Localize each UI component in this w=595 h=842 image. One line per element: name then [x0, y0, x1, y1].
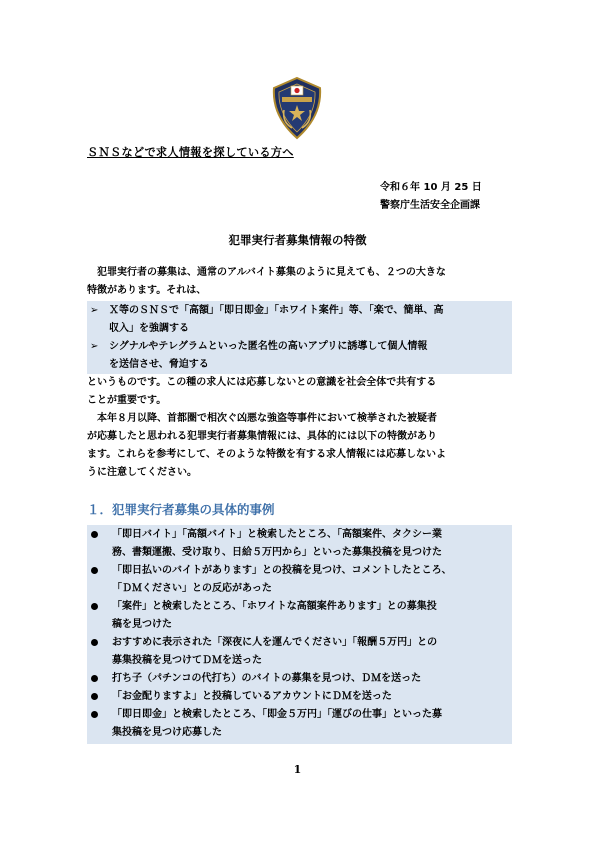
text-line: ことが重要です。: [87, 395, 167, 406]
body-paragraph: [87, 410, 515, 482]
text-line: おすすめに表示された「深夜に人を運んでください」「報酬５万円」との: [112, 637, 438, 648]
example-item: [87, 598, 512, 634]
text-line: 犯罪実行者の募集は、通常のアルバイト募集のように見えても、２つの大きな: [87, 267, 446, 278]
text-line: Ｘ等のＳＮＳで「高額」「即日即金」「ホワイト案件」等、「楽で、簡単、高: [109, 305, 444, 316]
document-title: 犯罪実行者募集情報の特徴: [228, 233, 367, 247]
text-line: 「お金配りますよ」と投稿しているアカウントにＤＭを送った: [112, 691, 392, 702]
text-line: 打ち子（パチンコの代打ち）のバイトの募集を見つけ、ＤＭを送った: [112, 673, 422, 684]
arrow-bullet-icon: ➢: [90, 305, 99, 316]
arrow-bullet-icon: ➢: [90, 341, 99, 352]
issuing-department: 警察庁生活安全企画課: [380, 200, 480, 211]
police-emblem-icon: [270, 76, 324, 140]
bullet-icon: [91, 603, 98, 610]
text-line: 「即日バイト」「高額バイト」と検索したところ、「高額案件、タクシー業: [112, 529, 442, 540]
text-line: を送信させ、脅迫する: [109, 359, 209, 370]
text-line: 募集投稿を見つけてＤＭを送った: [112, 655, 262, 666]
text-line: 本年８月以降、首都圏で相次ぐ凶悪な強盗等事件において検挙された被疑者: [87, 413, 437, 424]
example-item: [87, 688, 512, 706]
text-line: というものです。この種の求人には応募しないとの意識を社会全体で共有する: [87, 377, 437, 388]
text-line: 「案件」と検索したところ、「ホワイトな高額案件あります」との募集投: [112, 601, 437, 612]
feature-item: [87, 302, 512, 338]
example-item: [87, 526, 512, 562]
text-line: 「ＤＭください」との反応があった: [112, 583, 272, 594]
intro-paragraph: [87, 264, 515, 300]
page-number: 1: [293, 763, 302, 776]
text-line: シグナルやテレグラムといった匿名性の高いアプリに誘導して個人情報: [109, 341, 428, 352]
text-line: が応募したと思われる犯罪実行者募集情報には、具体的には以下の特徴があり: [87, 431, 437, 442]
bullet-icon: [91, 531, 98, 538]
section-heading: １．犯罪実行者募集の具体的事例: [87, 502, 275, 517]
text-line: 特徴があります。それは、: [87, 285, 207, 296]
example-item: [87, 634, 512, 670]
text-line: 稿を見つけた: [112, 619, 172, 630]
bullet-icon: [91, 693, 98, 700]
conclusion-paragraph: [87, 374, 515, 410]
text-line: 務、書類運搬、受け取り、日給５万円から」といった募集投稿を見つけた: [112, 547, 442, 558]
text-line: 「即日払いのバイトがあります」との投稿を見つけ、コメントしたところ、: [112, 565, 452, 576]
example-item: [87, 706, 512, 742]
bullet-icon: [91, 711, 98, 718]
audience-heading: ＳＮＳなどで求人情報を探している方へ: [87, 146, 294, 159]
example-item: [87, 562, 512, 598]
bullet-icon: [91, 675, 98, 682]
text-line: うに注意してください。: [87, 467, 197, 478]
example-item: [87, 670, 512, 688]
bullet-icon: [91, 567, 98, 574]
issue-date: 令和６年 10 月 25 日: [380, 182, 482, 193]
text-line: ます。これらを参考にして、そのような特徴を有する求人情報には応募しないよ: [87, 449, 446, 460]
text-line: 集投稿を見つけ応募した: [112, 727, 222, 738]
text-line: 収入」を強調する: [109, 323, 189, 334]
text-line: 「即日即金」と検索したところ、「即金５万円」「運びの仕事」といった募: [112, 709, 442, 720]
bullet-icon: [91, 639, 98, 646]
feature-item: [87, 338, 512, 374]
